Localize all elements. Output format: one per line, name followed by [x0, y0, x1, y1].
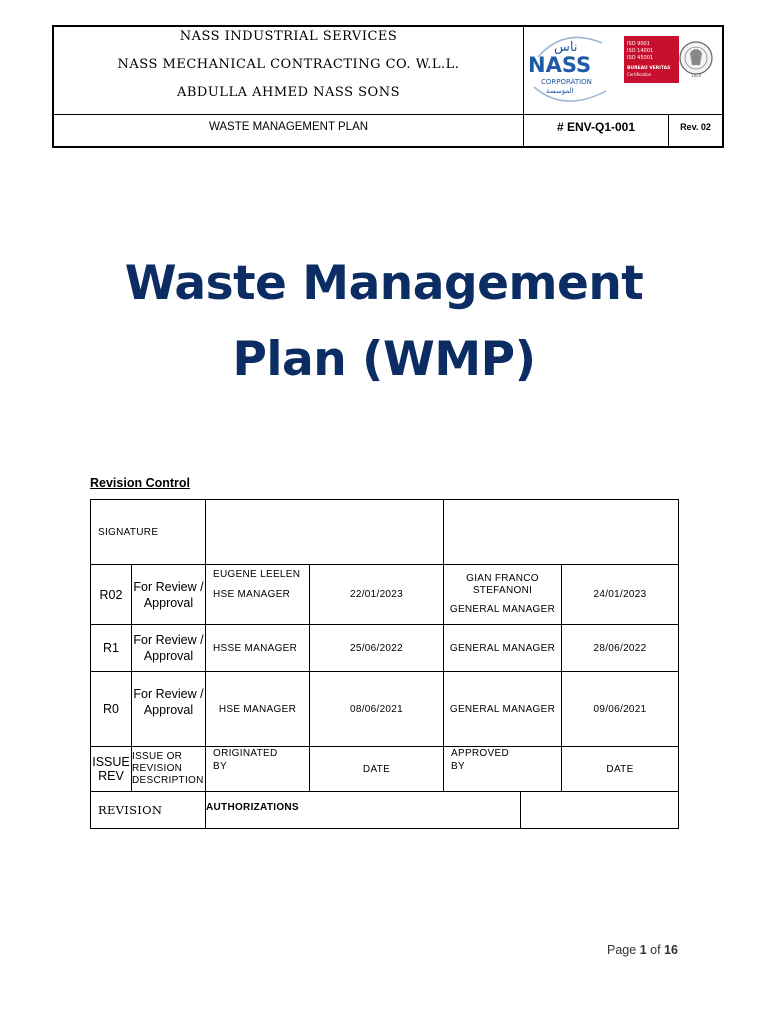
- bureau-veritas-seal-icon: [680, 42, 712, 78]
- logo-arabic-text: ناس: [554, 40, 578, 55]
- revision-control-heading: Revision Control: [90, 476, 191, 490]
- svg-text:ISO 45001: ISO 45001: [627, 55, 654, 61]
- svg-text:Certification: Certification: [627, 72, 652, 77]
- approver-cell: GENERAL MANAGER: [443, 671, 562, 747]
- date-header: DATE: [309, 746, 444, 792]
- approved-by-header: APPROVED BY: [443, 746, 562, 792]
- svg-text:BUREAU VERITAS: BUREAU VERITAS: [627, 66, 671, 71]
- nass-logo-graphic: [524, 27, 720, 113]
- svg-text:ISO 14001: ISO 14001: [627, 48, 654, 54]
- approver-signature-cell: [443, 499, 679, 565]
- signature-label-cell: [90, 499, 206, 565]
- logo-subtitle-text: CORPORATION: [541, 78, 592, 86]
- originated-by-header: ORIGINATED BY: [205, 746, 310, 792]
- page-title-line-1: Waste Management: [124, 256, 644, 311]
- page-title: [0, 246, 768, 398]
- date-header: DATE: [561, 746, 679, 792]
- approved-date-cell: 28/06/2022: [561, 624, 679, 672]
- rev-cell: R02: [90, 564, 132, 625]
- desc-cell: For Review / Approval: [131, 564, 206, 625]
- issue-rev-header: ISSUE REV: [90, 746, 132, 792]
- originator-signature-cell: [205, 499, 444, 565]
- desc-cell: For Review / Approval: [131, 671, 206, 747]
- originated-date-cell: 22/01/2023: [309, 564, 444, 625]
- svg-text:ISO 9001: ISO 9001: [627, 41, 650, 47]
- approver-cell: GENERAL MANAGER: [443, 624, 562, 672]
- approved-date-cell: 24/01/2023: [561, 564, 679, 625]
- approver-cell: GIAN FRANCO STEFANONI GENERAL MANAGER: [443, 564, 562, 625]
- company-name-3: ABDULLA AHMED NASS SONS: [176, 85, 400, 100]
- rev-cell: R0: [90, 671, 132, 747]
- svg-text:1828: 1828: [690, 73, 702, 78]
- company-name-1: NASS INDUSTRIAL SERVICES: [179, 29, 398, 44]
- originator-cell: HSSE MANAGER: [205, 624, 310, 672]
- authorizations-extra-cell: [520, 791, 679, 829]
- approved-date-cell: 09/06/2021: [561, 671, 679, 747]
- revision-number: Rev. 02: [680, 122, 711, 132]
- rev-cell: R1: [90, 624, 132, 672]
- document-number: # ENV-Q1-001: [524, 115, 669, 146]
- company-names: [54, 27, 524, 115]
- signature-label: SIGNATURE: [98, 526, 159, 538]
- logo-arabic-sub-text: المؤسسة: [546, 87, 574, 95]
- company-name-2: NASS MECHANICAL CONTRACTING CO. W.L.L.: [117, 57, 460, 72]
- originated-date-cell: 08/06/2021: [309, 671, 444, 747]
- description-header: ISSUE OR REVISION DESCRIPTION: [131, 746, 206, 792]
- logo-brand-text: NASS: [528, 53, 592, 77]
- revision-control-table: [90, 499, 679, 830]
- originated-date-cell: 25/06/2022: [309, 624, 444, 672]
- revision-footer-cell: REVISION: [90, 791, 206, 829]
- authorizations-cell: AUTHORIZATIONS: [205, 791, 521, 829]
- company-logo: [524, 27, 722, 115]
- originator-cell: EUGENE LEELEN HSE MANAGER: [205, 564, 310, 625]
- originator-cell: HSE MANAGER: [205, 671, 310, 747]
- desc-cell: For Review / Approval: [131, 624, 206, 672]
- header-document-title: WASTE MANAGEMENT PLAN: [54, 115, 524, 146]
- document-header: [52, 25, 724, 148]
- page-title-line-2: Plan (WMP): [232, 332, 536, 387]
- page-number: Page 1 of 16: [607, 943, 678, 957]
